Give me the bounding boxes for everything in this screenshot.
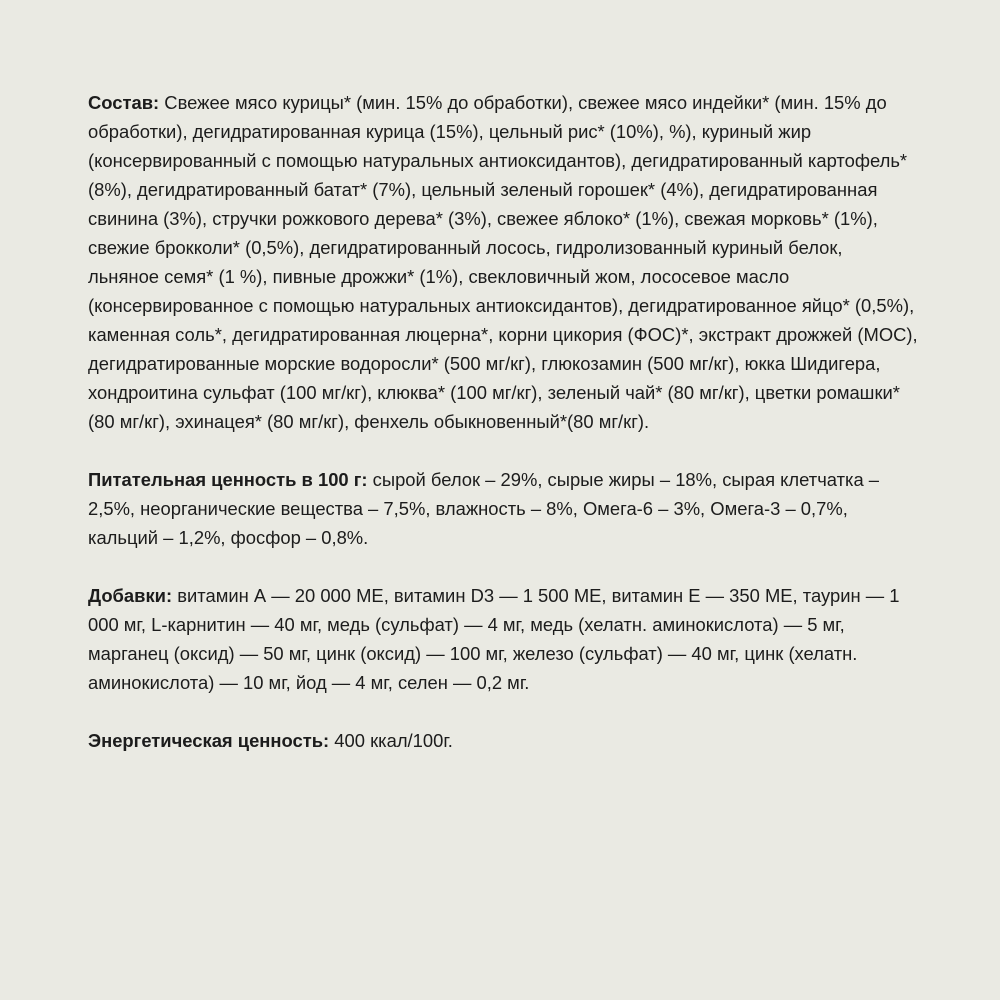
- product-info: [88, 88, 918, 784]
- nutrition-label: Питательная ценность в 100 г:: [88, 469, 368, 490]
- energy-text: 400 ккал/100г.: [329, 730, 453, 751]
- additives-text: витамин А — 20 000 МЕ, витамин D3 — 1 500 МЕ, витамин Е — 350 МЕ, таурин — 1 000 мг, L-карнитин — 40 мг, медь (сульфат) — 4 мг, медь (хелатн. аминокислота) — 5 мг, марганец (оксид) — 50 мг, цинк (оксид) — 100 мг, железо (сульфат) — 40 мг, цинк (хелатн. аминокислота) — 10 мг, йод — 4 мг, селен — 0,2 мг.: [88, 585, 900, 693]
- composition-label: Состав:: [88, 92, 160, 113]
- nutrition-text: сырой белок – 29%, сырые жиры – 18%, сырая клетчатка – 2,5%, неорганические вещества – 7,5%, влажность – 8%, Омега-6 – 3%, Омега-3 – 0,7%, кальций – 1,2%, фосфор – 0,8%.: [88, 469, 880, 548]
- energy-label: Энергетическая ценность:: [88, 730, 330, 751]
- additives-paragraph: [88, 581, 918, 697]
- additives-label: Добавки:: [88, 585, 173, 606]
- energy-paragraph: [88, 726, 918, 755]
- composition-text: Свежее мясо курицы* (мин. 15% до обработки), свежее мясо индейки* (мин. 15% до обработки), дегидратированная курица (15%), цельный рис* (10%), %), куриный жир (консервированный с помощью натуральных антиоксидантов), дегидратированный картофель* (8%), дегидратированный батат* (7%), цельный зеленый горошек* (4%), дегидратированная свинина (3%), стручки рожкового дерева* (3%), свежее яблоко* (1%), свежая морковь* (1%), свежие брокколи* (0,5%), дегидратированный лосось, гидролизованный куриный белок, льняное семя* (1 %), пивные дрожжи* (1%), свекловичный жом, лососевое масло (консервированное с помощью натуральных антиоксидантов), дегидратированное яйцо* (0,5%), каменная соль*, дегидратированная люцерна*, корни цикория (ФОС)*, экстракт дрожжей (МОС), дегидратированные морские водоросли* (500 мг/кг), глюкозамин (500 мг/кг), юкка Шидигера, хондроитина сульфат (100 мг/кг), клюква* (100 мг/кг), зеленый чай* (80 мг/кг), цветки ромашки* (80 мг/кг), эхинацея* (80 мг/кг), фенхель обыкновенный*(80 мг/кг).: [88, 92, 918, 432]
- composition-paragraph: [88, 88, 918, 436]
- nutrition-paragraph: [88, 465, 918, 552]
